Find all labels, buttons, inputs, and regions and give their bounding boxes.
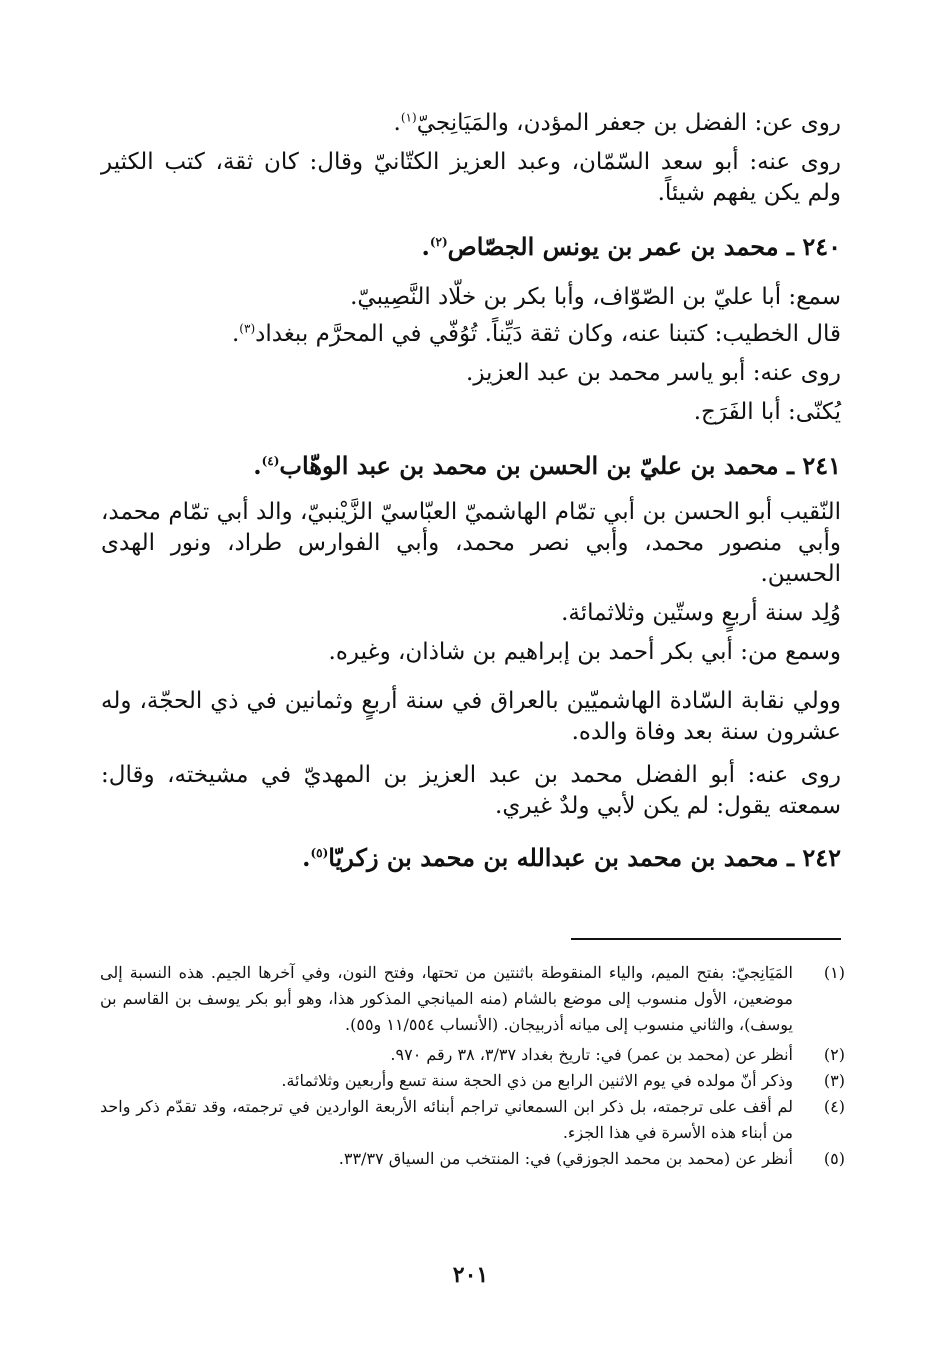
page-number: ٢٠١ (452, 1262, 489, 1288)
footnote-text: أنظر عن (محمد بن محمد الجوزقي) في: المنتخب من السياق ٣٣/٣٧. (338, 1149, 793, 1168)
footnote (100, 1068, 845, 1094)
footnote-ref: (٢) (429, 235, 448, 249)
entry-heading (101, 231, 841, 262)
paragraph (101, 147, 841, 209)
punctuation: . (253, 451, 262, 480)
punctuation: . (302, 843, 311, 872)
heading-text: ٢٤١ ـ محمد بن عليّ بن الحسن بن محمد بن عبد الوهّاب (279, 451, 841, 480)
footnote-text: وذكر أنّ مولده في يوم الاثنين الرابع من ذي الحجة سنة تسع وأربعين وثلاثمائة. (281, 1071, 793, 1090)
footnotes (100, 960, 845, 1172)
footnote-text: لم أقف على ترجمته، بل ذكر ابن السمعاني تراجم أبنائه الأربعة الواردين في ترجمته، وقد تقدّم ذكر واحد من أبناء هذه الأسرة في هذا الجزء. (100, 1097, 793, 1142)
paragraph-text: وُلِد سنة أربعٍ وستّين وثلاثمائة. (561, 600, 841, 626)
paragraph (101, 108, 841, 139)
paragraph-text: النّقيب أبو الحسن بن أبي تمّام الهاشميّ العبّاسيّ الزَّيْنبيّ، والد أبي تمّام محمد، وأبي منصور محمد، وأبي نصر محمد، وأبي الفوارس طراد، ونور الهدى الحسين. (101, 499, 841, 587)
paragraph-text: روى عنه: أبو ياسر محمد بن عبد العزيز. (466, 360, 841, 386)
paragraph (101, 397, 841, 428)
paragraph-text: وولي نقابة السّادة الهاشميّين بالعراق في سنة أربعٍ وثمانين في ذي الحجّة، وله عشرون سنة بعد وفاة والده. (101, 688, 841, 745)
punctuation: . (393, 110, 401, 136)
footnote-ref: (٤) (261, 454, 280, 468)
paragraph (101, 637, 841, 668)
entry-heading (101, 450, 841, 481)
footnote-ref: (٣) (239, 321, 256, 336)
footnote-number: (١) (823, 963, 845, 982)
main-text (101, 108, 841, 873)
entry-heading (101, 842, 841, 873)
heading-text: ٢٤٢ ـ محمد بن محمد بن عبدالله بن محمد بن زكريّا (328, 843, 841, 872)
paragraph (101, 760, 841, 822)
footnote-separator (571, 938, 841, 940)
footnote-number: (٤) (823, 1097, 845, 1116)
paragraph (101, 598, 841, 629)
paragraph (101, 319, 841, 350)
footnote (100, 1042, 845, 1068)
footnote-number: (٥) (823, 1149, 845, 1168)
paragraph-text: يُكنّى: أبا الفَرَج. (693, 399, 841, 425)
paragraph-text: روى عن: الفضل بن جعفر المؤدن، والمَيَانِجيّ (416, 110, 841, 136)
footnote (100, 1094, 845, 1146)
paragraph (101, 686, 841, 748)
heading-text: ٢٤٠ ـ محمد بن عمر بن يونس الجصّاص (447, 232, 841, 261)
paragraph (101, 358, 841, 389)
footnote (100, 960, 845, 1038)
paragraph-text: سمع: أبا عليّ بن الصّوّاف، وأبا بكر بن خلّاد النَّصِيبيّ. (350, 284, 841, 310)
paragraph-text: روى عنه: أبو الفضل محمد بن عبد العزيز بن المهديّ في مشيخته، وقال: سمعته يقول: لم يكن لأبي ولدٌ غيري. (101, 762, 841, 819)
punctuation: . (421, 232, 430, 261)
footnote-ref: (١) (400, 110, 417, 125)
footnote-number: (٢) (823, 1045, 845, 1064)
paragraph-text: وسمع من: أبي بكر أحمد بن إبراهيم بن شاذان، وغيره. (328, 639, 841, 665)
footnote (100, 1146, 845, 1172)
footnote-text: المَيَانِجيّ: بفتح الميم، والياء المنقوطة باثنتين من تحتها، وفتح النون، وفي آخرها الجيم. هذه النسبة إلى موضعين، الأول منسوب إلى موضع بالشام (منه الميانجي المذكور هذا، وهو أبو بكر يوسف بن القاسم بن يوسف)، والثاني منسوب إلى ميانه أذربيجان. (الأنساب ١١/٥٥٤ و٥٥). (100, 963, 793, 1034)
footnote-number: (٣) (823, 1071, 845, 1090)
paragraph-text: قال الخطيب: كتبنا عنه، وكان ثقة دَيِّناً. تُوُفّي في المحرَّم ببغداد (255, 321, 841, 347)
paragraph-text: روى عنه: أبو سعد السّمّان، وعبد العزيز الكتّانيّ وقال: كان ثقة، كتب الكثير ولم يكن يفهم شيئاً. (101, 149, 841, 206)
footnote-text: أنظر عن (محمد بن عمر) في: تاريخ بغداد ٣/٣٧، ٣٨ رقم ٩٧٠. (390, 1045, 793, 1064)
footnote-ref: (٥) (310, 846, 329, 860)
paragraph (101, 497, 841, 590)
paragraph (101, 282, 841, 313)
punctuation: . (231, 321, 240, 347)
